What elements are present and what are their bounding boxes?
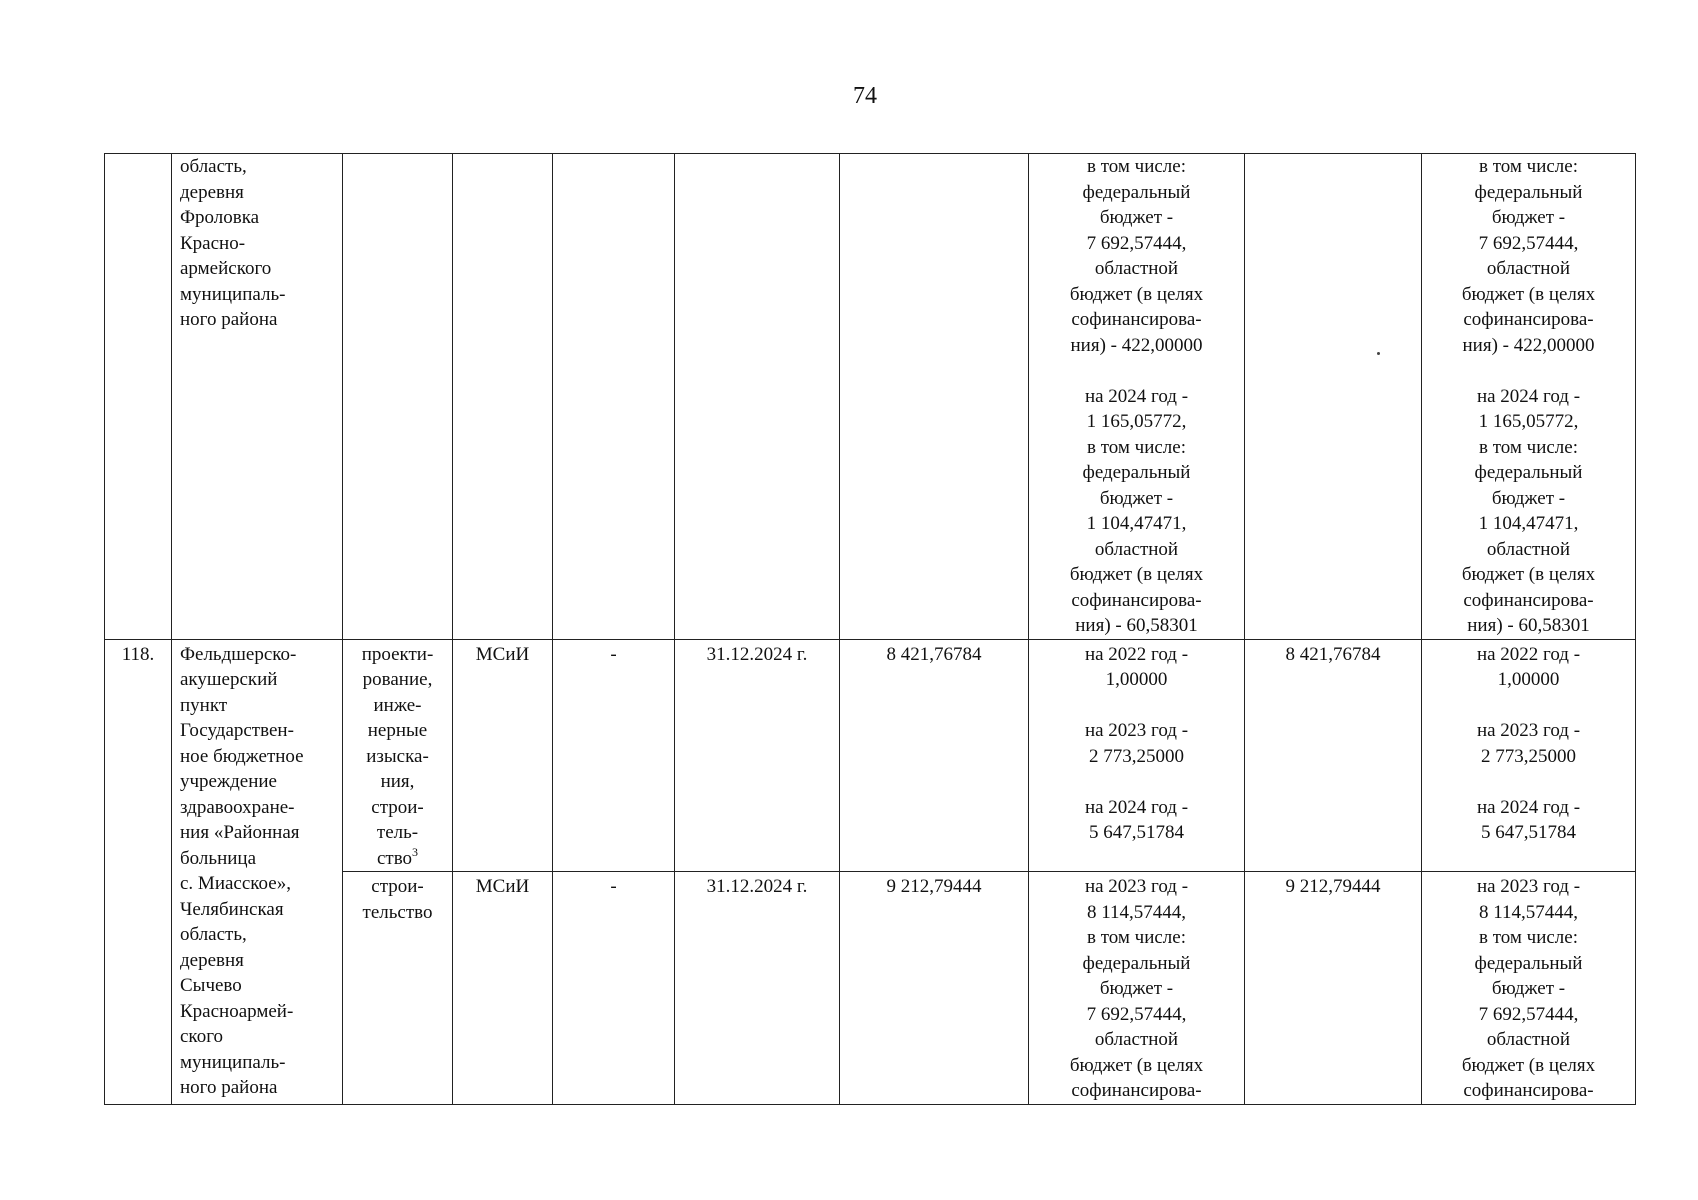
cell-financing: в том числе: федеральный бюджет - 7 692,57444, областной бюджет (в целях софинансирова- ния) - 422,00000 на 2024 год - 1 165,05772, в том числе: федеральный бюджет - 1 104,47471, областной бюджет (в целях софинансирова- ния) - 60,58301 [1029, 154, 1245, 640]
cell-financing-repeat: на 2023 год - 8 114,57444, в том числе: федеральный бюджет - 7 692,57444, областной бюджет (в целях софинансирова- [1422, 872, 1636, 1105]
cell-deadline [675, 154, 840, 640]
cell-customer: МСиИ [453, 872, 553, 1105]
cell-number [105, 154, 172, 640]
work-type-text: проекти- рование, инже- нерные изыска- ния, строи- тель- ство [361, 643, 434, 869]
objects-table [104, 153, 1636, 1105]
cell-financing-repeat: в том числе: федеральный бюджет - 7 692,57444, областной бюджет (в целях софинансирова- ния) - 422,00000 на 2024 год - 1 165,05772, в том числе: федеральный бюджет - 1 104,47471, областной бюджет (в целях софинансирова- ния) - 60,58301 [1422, 154, 1636, 640]
cell-col4: - [553, 872, 675, 1105]
cell-work-type: строи- тельство [343, 872, 453, 1105]
table-row-118a [105, 639, 1636, 872]
cell-deadline: 31.12.2024 г. [675, 872, 840, 1105]
cell-number: 118. [105, 639, 172, 1104]
page-number: 74 [853, 83, 877, 109]
cell-customer [453, 154, 553, 640]
cell-work-type [343, 639, 453, 872]
cell-col4: - [553, 639, 675, 872]
cell-total: 9 212,79444 [1245, 872, 1422, 1105]
cell-financing-repeat: на 2022 год - 1,00000 на 2023 год - 2 773,25000 на 2024 год - 5 647,51784 [1422, 639, 1636, 872]
cell-work-type [343, 154, 453, 640]
cell-financing: на 2022 год - 1,00000 на 2023 год - 2 773,25000 на 2024 год - 5 647,51784 [1029, 639, 1245, 872]
cell-customer: МСиИ [453, 639, 553, 872]
cell-cost: 9 212,79444 [840, 872, 1029, 1105]
cell-object: Фельдшерско- акушерский пункт Государствен- ное бюджетное учреждение здравоохране- ния «Районная больница с. Миасское», Челябинская область, деревня Сычево Красноармей- ского муниципаль- ного района [172, 639, 343, 1104]
table-row-continuation [105, 154, 1636, 640]
cell-total: 8 421,76784 [1245, 639, 1422, 872]
cell-financing: на 2023 год - 8 114,57444, в том числе: федеральный бюджет - 7 692,57444, областной бюджет (в целях софинансирова- [1029, 872, 1245, 1105]
cell-cost: 8 421,76784 [840, 639, 1029, 872]
cell-deadline: 31.12.2024 г. [675, 639, 840, 872]
cell-cost [840, 154, 1029, 640]
cell-col4 [553, 154, 675, 640]
cell-total [1245, 154, 1422, 640]
footnote-mark: 3 [412, 844, 419, 859]
cell-object: область, деревня Фроловка Красно- армейского муниципаль- ного района [172, 154, 343, 640]
